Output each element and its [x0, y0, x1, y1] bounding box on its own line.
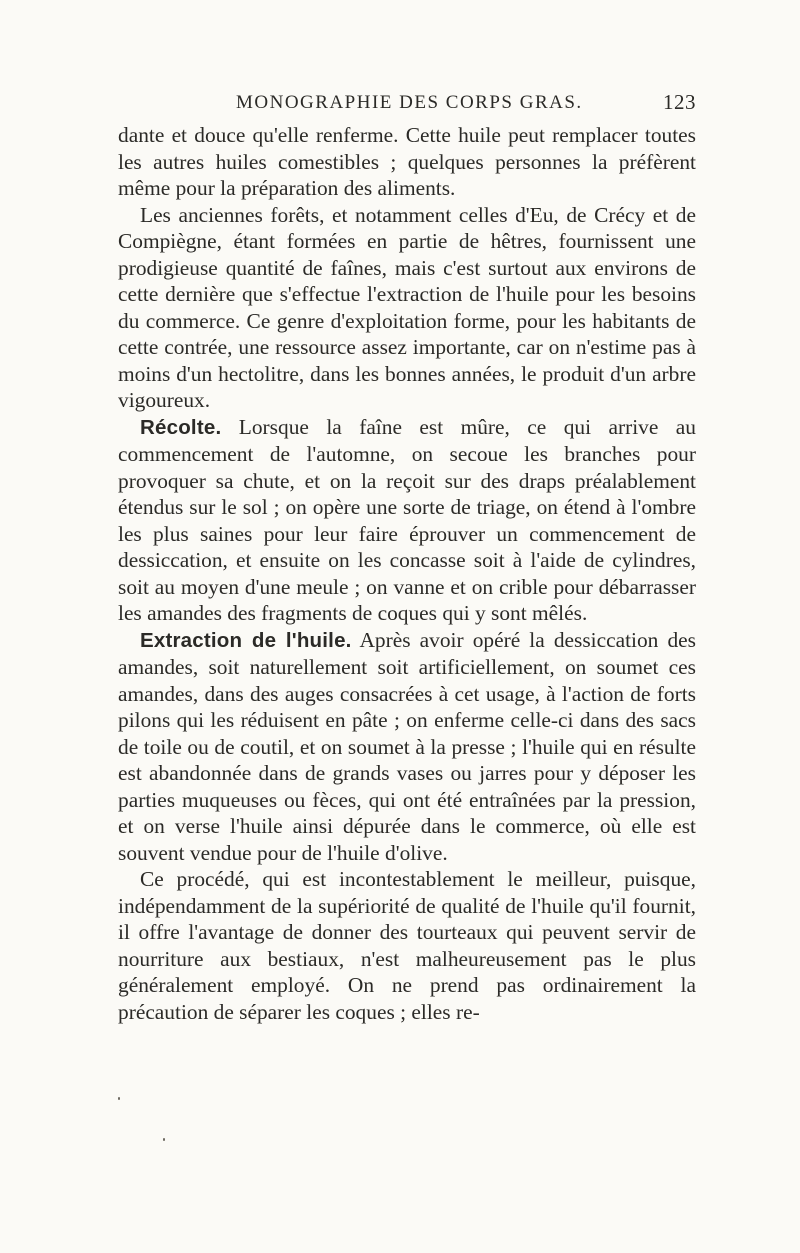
paragraph-extraction: [118, 627, 696, 867]
body-text: [118, 122, 696, 1025]
paragraph-text: Les anciennes forêts, et notamment celles d'Eu, de Crécy et de Compiègne, étant formées en partie de hêtres, fournissent une prodigieuse quantité de faînes, mais c'est surtout aux environs de cette dernière que s'effectue l'extraction de l'huile pour les besoins du commerce. Ce genre d'exploitation forme, pour les habitants de cette contrée, une ressource assez importante, car on n'estime pas à moins d'un hectolitre, dans les bonnes années, le produit d'un arbre vigoureux.: [118, 202, 696, 412]
paper-speck: [118, 1097, 120, 1100]
running-header: [118, 90, 696, 116]
paragraph-continuation: [118, 122, 696, 202]
paragraph-text: Après avoir opéré la dessiccation des amandes, soit naturellement soit artificiellement, on soumet ces amandes, dans des auges consacrées à cet usage, à l'action de forts pilons qui les réduisent en pâte ; on enferme celle-ci dans des sacs de toile ou de coutil, et on soumet à la presse ; l'huile qui en résulte est abandonnée dans de grands vases ou jarres pour y déposer les parties muqueuses ou fèces, qui ont été entraînées par la pression, et on verse l'huile ainsi dépurée dans le commerce, où elle est souvent vendue pour de l'huile d'olive.: [118, 627, 696, 865]
book-page: [118, 90, 696, 1025]
paragraph-text: dante et douce qu'elle renferme. Cette huile peut remplacer toutes les autres huiles comestibles ; quelques personnes la préfèrent même pour la préparation des aliments.: [118, 123, 696, 200]
paragraph-forests: [118, 202, 696, 414]
running-title: MONOGRAPHIE DES CORPS GRAS.: [236, 92, 583, 113]
section-run-in-heading: Extraction de l'huile.: [140, 628, 352, 652]
paragraph-procede: [118, 866, 696, 1025]
paper-speck: [163, 1138, 165, 1141]
page-number: 123: [663, 90, 696, 114]
paragraph-recolte: [118, 414, 696, 627]
section-run-in-heading: Récolte.: [140, 415, 222, 439]
paragraph-text: Ce procédé, qui est incontestablement le meilleur, puisque, indépendamment de la supériorité de qualité de l'huile qu'il fournit, il offre l'avantage de donner des tourteaux qui peuvent servir de nourriture aux bestiaux, n'est malheureusement pas le plus généralement employé. On ne prend pas ordinairement la précaution de séparer les coques ; elles re-: [118, 867, 696, 1024]
paragraph-text: Lorsque la faîne est mûre, ce qui arrive au commencement de l'automne, on secoue les branches pour provoquer sa chute, et on la reçoit sur des draps préalablement étendus sur le sol ; on opère une sorte de triage, on étend à l'ombre les plus saines pour leur faire éprouver un commencement de dessiccation, et ensuite on les concasse soit à l'aide de cylindres, soit au moyen d'une meule ; on vanne et on crible pour débarrasser les amandes des fragments de coques qui y sont mêlés.: [118, 414, 696, 625]
